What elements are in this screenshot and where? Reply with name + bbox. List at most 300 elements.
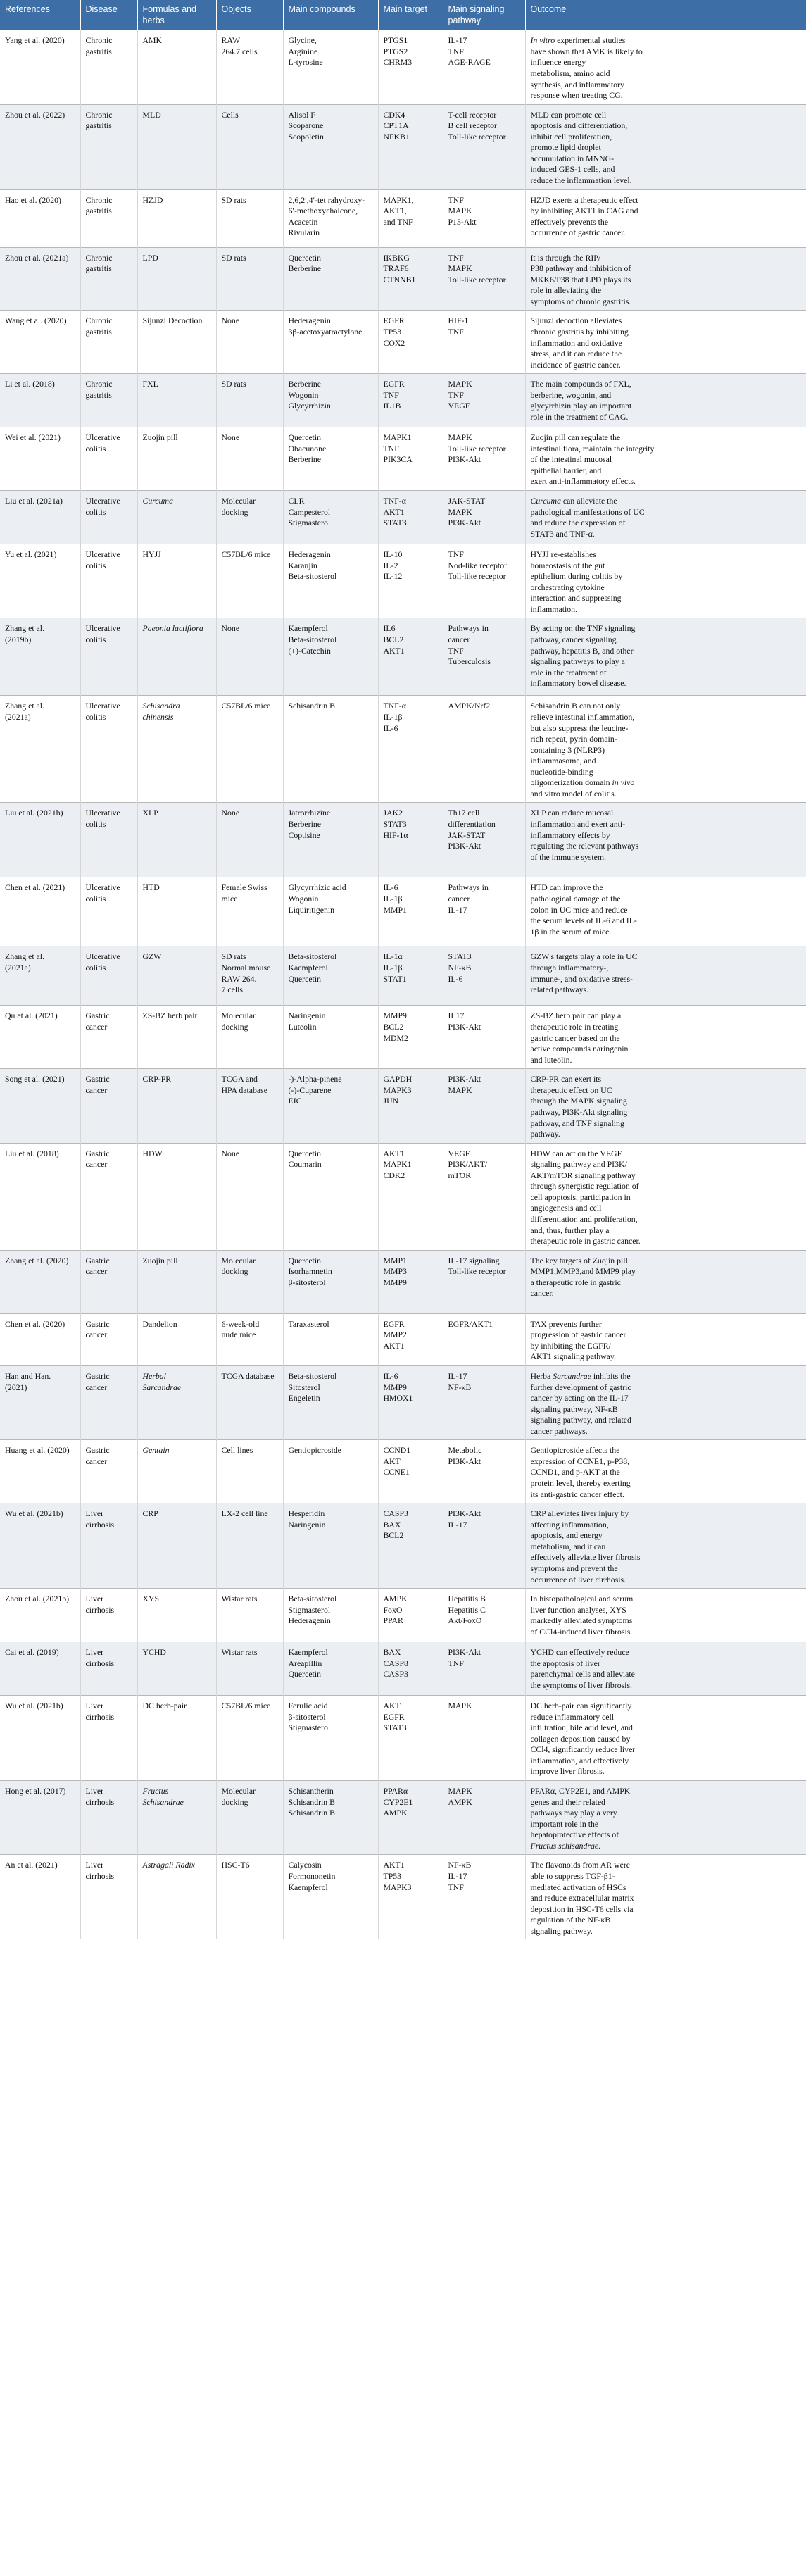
outcome-line: expression of CCNE1, p-P38, [530, 1456, 630, 1466]
outcome-line: affecting inflammation, [530, 1519, 609, 1530]
objects-line: Cell lines [221, 1445, 253, 1456]
signaling-pathway-cell [443, 1440, 525, 1503]
disease-line: Chronic [85, 379, 113, 389]
main-target-line: AKT1 [383, 506, 405, 517]
outcome-cell [525, 1440, 806, 1503]
formula-line: HYJJ [142, 549, 161, 559]
disease-line: Ulcerative [85, 951, 120, 962]
compounds-cell [283, 1313, 378, 1365]
formula-line: CRP [142, 1508, 158, 1519]
disease-line: cancer [85, 1456, 108, 1466]
outcome-line: of the intestinal mucosal [530, 454, 612, 465]
outcome-line: AKT/mTOR signaling pathway [530, 1170, 636, 1180]
reference-line: Zhou et al. (2021b) [5, 1594, 70, 1604]
signaling-pathway-cell [443, 1313, 525, 1365]
outcome-cell [525, 247, 806, 311]
outcome-line: inflammation and oxidative [530, 337, 622, 348]
compounds-cell [283, 618, 378, 696]
outcome-cell [525, 618, 806, 696]
outcome-line: therapeutic role in gastric cancer. [530, 1236, 641, 1246]
main-target-line: IL-10 [383, 549, 403, 559]
main-target-line: COX2 [383, 337, 405, 348]
main-target-line: BCL2 [383, 1530, 404, 1541]
objects-cell [216, 311, 283, 374]
objects-line: Molecular [221, 1786, 256, 1796]
compounds-line: β-sitosterol [288, 1711, 326, 1722]
objects-cell [216, 374, 283, 427]
objects-line: docking [221, 1796, 248, 1807]
signaling-pathway-line: PI3K/AKT/ [448, 1159, 488, 1170]
header-formulas-and-herbs: Formulas and herbs [137, 0, 216, 30]
signaling-pathway-line: STAT3 [448, 951, 472, 962]
main-target-cell [378, 1250, 443, 1313]
compounds-line: Kaempferol [288, 1647, 328, 1658]
compounds-cell [283, 427, 378, 491]
reference-cell [0, 1696, 80, 1781]
disease-line: colitis [85, 711, 106, 722]
compounds-line: Glycine, [288, 35, 317, 46]
reference-cell [0, 1589, 80, 1642]
outcome-line: metabolism, amino acid [530, 68, 610, 78]
outcome-line: inflammatory effects by [530, 830, 610, 840]
reference-line: Song et al. (2021) [5, 1074, 65, 1084]
signaling-pathway-cell [443, 1781, 525, 1855]
outcome-line: nucleotide-binding [530, 766, 593, 777]
main-target-cell [378, 877, 443, 946]
signaling-pathway-cell [443, 427, 525, 491]
main-target-line: TNF-α [383, 496, 406, 506]
outcome-line: effectively prevents the [530, 216, 608, 227]
compounds-cell [283, 247, 378, 311]
formula-line: Herbal [142, 1370, 166, 1381]
signaling-pathway-line: AMPK [448, 1796, 472, 1807]
disease-cell [80, 544, 137, 618]
outcome-line: It is through the RIP/ [530, 252, 601, 263]
objects-cell [216, 946, 283, 1006]
objects-line: RAW 264. [221, 973, 257, 984]
outcome-line: infiltration, bile acid level, and [530, 1722, 633, 1733]
signaling-pathway-line: Akt/FoxO [448, 1615, 482, 1626]
header-main-compounds: Main compounds [283, 0, 378, 30]
main-target-line: MAPK1 [383, 432, 412, 443]
formula-cell [137, 1589, 216, 1642]
disease-cell [80, 30, 137, 104]
outcome-line: signaling pathway, NF-κB [530, 1403, 618, 1414]
outcome-line: response when treating CG. [530, 90, 623, 101]
formula-line: Curcuma [142, 496, 173, 506]
formula-cell [137, 1855, 216, 1939]
signaling-pathway-line: B cell receptor [448, 120, 497, 131]
disease-line: cirrhosis [85, 1658, 115, 1668]
reference-cell [0, 696, 80, 803]
main-target-line: STAT3 [383, 1722, 407, 1733]
objects-cell [216, 1365, 283, 1439]
outcome-line: pathway, hepatitis B, and other [530, 645, 634, 656]
signaling-pathway-line: IL-17 [448, 904, 467, 915]
objects-line: SD rats [221, 252, 246, 263]
compounds-line: Beta-sitosterol [288, 571, 337, 582]
disease-line: cancer [85, 1022, 108, 1032]
main-target-line: CDK4 [383, 109, 405, 120]
outcome-line: intestinal flora, maintain the integrity [530, 443, 655, 454]
compounds-cell [283, 1440, 378, 1503]
outcome-line: pathways may play a very [530, 1808, 617, 1818]
outcome-line: progression of gastric cancer [530, 1330, 626, 1340]
outcome-line: and reduce the expression of [530, 518, 626, 528]
table-row [0, 30, 806, 104]
table-row [0, 877, 806, 946]
main-target-line: MAPK1, [383, 194, 414, 205]
outcome-line: cancer. [530, 1288, 554, 1299]
outcome-line: but also suppress the leucine- [530, 723, 629, 733]
signaling-pathway-line: MAPK [448, 1786, 472, 1796]
main-target-cell [378, 1855, 443, 1939]
formula-line: Zuojin pill [142, 432, 178, 443]
outcome-line: orchestrating cytokine [530, 582, 605, 592]
disease-cell [80, 1696, 137, 1781]
outcome-line: and luteolin. [530, 1054, 572, 1065]
reference-cell [0, 803, 80, 877]
reference-cell [0, 247, 80, 311]
compounds-cell [283, 1069, 378, 1143]
outcome-cell [525, 946, 806, 1006]
signaling-pathway-line: MAPK [448, 432, 472, 443]
reference-line: (2019b) [5, 634, 32, 644]
objects-cell [216, 1781, 283, 1855]
outcome-line: stress, and it can reduce the [530, 349, 622, 359]
disease-line: colitis [85, 560, 106, 570]
compounds-line: Stigmasterol [288, 1604, 331, 1615]
main-target-line: FoxO [383, 1604, 403, 1615]
outcome-line: pathological manifestations of UC [530, 506, 645, 517]
outcome-line: CCND1, and p-AKT at the [530, 1467, 620, 1477]
main-target-cell [378, 544, 443, 618]
compounds-line: Engeletin [288, 1393, 320, 1403]
disease-line: Gastric [85, 1318, 110, 1329]
outcome-line: GZW's targets play a role in UC [530, 951, 638, 962]
compounds-line: Schisandrin B [288, 1796, 336, 1807]
table-row [0, 1143, 806, 1250]
signaling-pathway-line: TNF [448, 1882, 464, 1892]
main-target-line: IL-6 [383, 723, 398, 733]
outcome-cell [525, 1143, 806, 1250]
disease-cell [80, 311, 137, 374]
formula-line: AMK [142, 35, 163, 46]
signaling-pathway-line: mTOR [448, 1170, 472, 1180]
compounds-cell [283, 946, 378, 1006]
outcome-cell [525, 544, 806, 618]
formula-line: HDW [142, 1148, 163, 1158]
disease-line: gastritis [85, 46, 112, 56]
reference-cell [0, 1006, 80, 1069]
disease-line: colitis [85, 443, 106, 454]
compounds-line: Rivularin [288, 227, 320, 238]
objects-cell [216, 1069, 283, 1143]
outcome-line: HDW can act on the VEGF [530, 1148, 622, 1158]
signaling-pathway-line: IL-17 [448, 1870, 467, 1881]
reference-cell [0, 1069, 80, 1143]
table-row [0, 189, 806, 247]
main-target-line: CYP2E1 [383, 1796, 413, 1807]
main-target-cell [378, 1781, 443, 1855]
reference-cell [0, 1503, 80, 1589]
signaling-pathway-cell [443, 104, 525, 189]
disease-line: colitis [85, 963, 106, 973]
outcome-line: metabolism, and it can [530, 1541, 606, 1551]
signaling-pathway-cell [443, 877, 525, 946]
objects-line: RAW [221, 35, 241, 46]
outcome-line: the symptoms of liver fibrosis. [530, 1680, 633, 1690]
main-target-cell [378, 1440, 443, 1503]
objects-cell [216, 803, 283, 877]
disease-cell [80, 1006, 137, 1069]
main-target-line: AKT [383, 1701, 401, 1711]
disease-line: Gastric [85, 1074, 110, 1084]
outcome-line: liver function analyses, XYS [530, 1604, 626, 1615]
disease-line: Liver [85, 1594, 104, 1604]
objects-cell [216, 427, 283, 491]
signaling-pathway-line: MAPK [448, 263, 472, 274]
outcome-cell [525, 491, 806, 544]
main-target-line: MMP1 [383, 1255, 407, 1265]
compounds-line: Campesterol [288, 506, 331, 517]
table-row [0, 1365, 806, 1439]
outcome-line: inflammation, and effectively [530, 1755, 629, 1765]
signaling-pathway-cell [443, 1855, 525, 1939]
outcome-line: interaction and suppressing [530, 593, 622, 604]
signaling-pathway-line: PI3K-Akt [448, 1508, 481, 1519]
outcome-cell [525, 30, 806, 104]
compounds-cell [283, 374, 378, 427]
outcome-line: 1β in the serum of mice. [530, 926, 612, 937]
table-row [0, 1589, 806, 1642]
outcome-cell [525, 803, 806, 877]
formula-cell [137, 803, 216, 877]
disease-cell [80, 803, 137, 877]
header-main-target: Main target [378, 0, 443, 30]
objects-cell [216, 1440, 283, 1503]
objects-line: None [221, 315, 240, 326]
reference-line: Zhou et al. (2022) [5, 109, 65, 120]
compounds-line: 2,6,2′,4′-tet rahydroxy- [288, 194, 365, 205]
reference-cell [0, 1313, 80, 1365]
signaling-pathway-line: JAK-STAT [448, 496, 486, 506]
disease-line: Ulcerative [85, 701, 120, 711]
outcome-line: inflammatory bowel disease. [530, 678, 626, 689]
disease-cell [80, 1503, 137, 1589]
outcome-cell [525, 1365, 806, 1439]
outcome-line: MLD can promote cell [530, 109, 607, 120]
outcome-cell [525, 1503, 806, 1589]
compounds-cell [283, 104, 378, 189]
reference-cell [0, 104, 80, 189]
objects-cell [216, 1006, 283, 1069]
reference-line: (2021a) [5, 711, 31, 722]
outcome-cell [525, 1855, 806, 1939]
disease-line: colitis [85, 894, 106, 904]
outcome-line: containing 3 (NLRP3) [530, 744, 605, 755]
formula-line: CRP-PR [142, 1074, 172, 1084]
signaling-pathway-line: IL-17 [448, 35, 467, 46]
signaling-pathway-line: HIF-1 [448, 315, 469, 326]
outcome-line: occurrence of gastric cancer. [530, 227, 626, 238]
main-target-cell [378, 247, 443, 311]
compounds-line: Stigmasterol [288, 1722, 331, 1733]
objects-cell [216, 696, 283, 803]
main-target-cell [378, 104, 443, 189]
compounds-cell [283, 1250, 378, 1313]
outcome-line: differentiation and proliferation, [530, 1214, 638, 1224]
objects-line: None [221, 432, 240, 443]
main-target-cell [378, 946, 443, 1006]
main-target-line: BCL2 [383, 1022, 404, 1032]
table-row [0, 1313, 806, 1365]
outcome-line: epithelial barrier, and [530, 465, 602, 475]
compounds-cell [283, 1781, 378, 1855]
signaling-pathway-line: MAPK [448, 379, 472, 389]
outcome-line: immune-, and oxidative stress- [530, 973, 633, 984]
formula-cell [137, 30, 216, 104]
disease-line: Ulcerative [85, 496, 120, 506]
main-target-line: CCND1 [383, 1445, 411, 1456]
signaling-pathway-cell [443, 803, 525, 877]
outcome-line: signaling pathways to play a [530, 656, 625, 667]
objects-line: Molecular [221, 1255, 256, 1265]
signaling-pathway-line: PI3K-Akt [448, 518, 481, 528]
outcome-line: DC herb-pair can significantly [530, 1701, 632, 1711]
reference-cell [0, 877, 80, 946]
main-target-line: CASP3 [383, 1669, 408, 1680]
outcome-cell [525, 1069, 806, 1143]
objects-cell [216, 1250, 283, 1313]
disease-line: Liver [85, 1647, 104, 1658]
disease-line: cirrhosis [85, 1604, 115, 1615]
table-row [0, 1855, 806, 1939]
signaling-pathway-line: Hepatitis B [448, 1594, 486, 1604]
compounds-cell [283, 189, 378, 247]
signaling-pathway-line: Th17 cell [448, 808, 480, 818]
reference-line: Qu et al. (2021) [5, 1011, 58, 1021]
compounds-cell [283, 877, 378, 946]
signaling-pathway-line: Nod-like receptor [448, 560, 508, 570]
main-target-line: IL6 [383, 623, 396, 634]
objects-cell [216, 247, 283, 311]
formula-cell [137, 1440, 216, 1503]
reference-line: Cai et al. (2019) [5, 1647, 59, 1658]
outcome-line: CCl4, significantly reduce liver [530, 1744, 636, 1755]
objects-line: C57BL/6 mice [221, 549, 271, 559]
compounds-cell [283, 491, 378, 544]
outcome-cell [525, 374, 806, 427]
outcome-line: ZS-BZ herb pair can play a [530, 1011, 622, 1021]
outcome-line: important role in the [530, 1818, 599, 1829]
compounds-line: Quercetin [288, 1669, 322, 1680]
main-target-cell [378, 1642, 443, 1696]
reference-line: Wei et al. (2021) [5, 432, 61, 443]
compounds-line: Taraxasterol [288, 1318, 329, 1329]
compounds-line: Naringenin [288, 1011, 326, 1021]
outcome-line: therapeutic role in treating [530, 1022, 619, 1032]
disease-cell [80, 374, 137, 427]
signaling-pathway-line: AGE-RAGE [448, 57, 491, 68]
disease-line: Ulcerative [85, 808, 120, 818]
main-target-line: PPARα [383, 1786, 408, 1796]
signaling-pathway-cell [443, 247, 525, 311]
main-target-cell [378, 427, 443, 491]
disease-cell [80, 1440, 137, 1503]
compounds-line: Kaempferol [288, 623, 328, 634]
disease-cell [80, 1069, 137, 1143]
disease-line: cirrhosis [85, 1711, 115, 1722]
header-disease: Disease [80, 0, 137, 30]
disease-line: Chronic [85, 315, 113, 326]
outcome-line: TAX prevents further [530, 1318, 602, 1329]
formula-line: XLP [142, 808, 158, 818]
outcome-line: exert anti-inflammatory effects. [530, 476, 636, 487]
outcome-line: collagen deposition caused by [530, 1733, 631, 1744]
main-target-line: STAT1 [383, 973, 407, 984]
main-target-line: HIF-1α [383, 830, 408, 840]
main-target-line: PIK3CA [383, 454, 413, 465]
main-target-line: IL1B [383, 401, 401, 411]
objects-line: Wistar rats [221, 1594, 258, 1604]
outcome-line: of the immune system. [530, 851, 606, 862]
compounds-line: Obacunone [288, 443, 327, 454]
formula-line: Schisandrae [142, 1796, 184, 1807]
formula-line: Sarcandrae [142, 1382, 182, 1392]
compounds-line: -)-Alpha-pinene [288, 1074, 342, 1084]
compounds-line: Luteolin [288, 1022, 317, 1032]
outcome-line: symptoms and prevent the [530, 1563, 618, 1573]
disease-cell [80, 618, 137, 696]
outcome-line: By acting on the TNF signaling [530, 623, 636, 634]
outcome-line: influence energy [530, 57, 586, 68]
objects-line: docking [221, 1266, 248, 1277]
outcome-line: HTD can improve the [530, 882, 603, 893]
main-target-line: AMPK [383, 1594, 408, 1604]
disease-cell [80, 1143, 137, 1250]
outcome-line: occurrence of liver cirrhosis. [530, 1574, 626, 1584]
disease-line: Gastric [85, 1370, 110, 1381]
compounds-line: Alisol F [288, 109, 315, 120]
compounds-cell [283, 803, 378, 877]
disease-line: colitis [85, 506, 106, 517]
outcome-line: CRP alleviates liver injury by [530, 1508, 629, 1519]
outcome-cell [525, 189, 806, 247]
objects-line: TCGA and [221, 1074, 258, 1084]
disease-line: Liver [85, 1508, 104, 1519]
compounds-line: β-sitosterol [288, 1277, 326, 1287]
disease-line: gastritis [85, 389, 112, 400]
main-target-line: STAT3 [383, 518, 407, 528]
disease-line: colitis [85, 634, 106, 644]
outcome-line: and vitro model of colitis. [530, 788, 617, 799]
objects-line: None [221, 808, 240, 818]
outcome-cell [525, 311, 806, 374]
main-target-line: MDM2 [383, 1032, 408, 1043]
outcome-line: berberine, wogonin, and [530, 389, 612, 400]
outcome-line: a therapeutic role in gastric [530, 1277, 621, 1287]
signaling-pathway-cell [443, 1589, 525, 1642]
signaling-pathway-cell [443, 189, 525, 247]
objects-line: None [221, 623, 240, 634]
disease-line: Ulcerative [85, 882, 120, 893]
signaling-pathway-line: Pathways in [448, 882, 489, 893]
objects-line: Molecular [221, 1011, 256, 1021]
outcome-line: The flavonoids from AR were [530, 1860, 631, 1870]
outcome-line: apoptosis and differentiation, [530, 120, 628, 131]
formula-line: Schisandra [142, 701, 180, 711]
